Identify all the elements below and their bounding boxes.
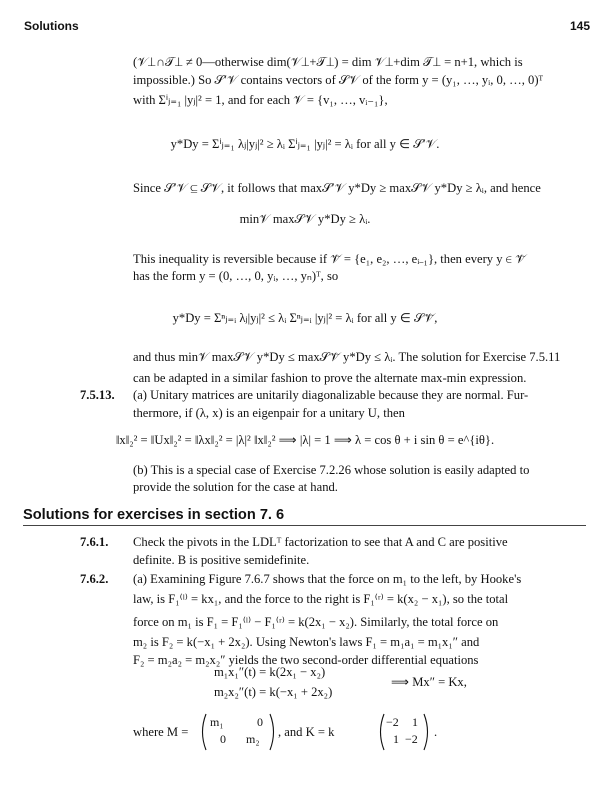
text-line: law, is F₁⁽ˡ⁾ = kx₁, and the force to the right is F₁⁽ʳ⁾ = k(x₂ − x₁), so the total [133, 592, 509, 606]
text-line: force on m₁ is F₁ = F₁⁽ˡ⁾ − F₁⁽ʳ⁾ = k(2x₁ − x₂). Similarly, the total force on [133, 615, 499, 629]
running-head-title: Solutions [24, 19, 79, 33]
ode-line: m₂x₂″(t) = k(−x₁ + 2x₂) [214, 685, 333, 699]
text-line: (a) Unitary matrices are unitarily diagonalizable because they are normal. Fur- [133, 388, 529, 402]
text-line: . [434, 725, 438, 739]
matrix-entry: −2 [405, 732, 418, 746]
left-paren [203, 714, 207, 750]
text-line: (𝒱⊥∩𝒯⊥ ≠ 0—otherwise dim(𝒱⊥+𝒯⊥) = dim 𝒱⊥+dim 𝒯⊥ = n+1, which is [133, 55, 523, 69]
text-line: where M = [133, 725, 189, 739]
matrix-entry: −2 [386, 715, 399, 729]
text-line: m₂ is F₂ = k(−x₁ + 2x₂). Using Newton's laws F₁ = m₁a₁ = m₁x₁″ and [133, 635, 480, 649]
matrix-entry: 0 [257, 715, 263, 729]
implication: ⟹ Mx″ = Kx, [391, 675, 467, 689]
exercise-label: 7.5.13. [80, 388, 115, 402]
page-number: 145 [569, 19, 590, 33]
matrix-entry: 1 [412, 715, 418, 729]
text-line: provide the solution for the case at hand. [133, 480, 338, 494]
right-paren [424, 714, 428, 750]
matrix-k [376, 712, 432, 752]
display-equation: y*Dy = Σⁿⱼ₌ᵢ λⱼ|yⱼ|² ≤ λᵢ Σⁿⱼ₌ᵢ |yⱼ|² = λᵢ for all y ∈ 𝒮𝒱̃, [172, 311, 438, 325]
ode-line: m₁x₁″(t) = k(2x₁ − x₂) [214, 665, 326, 679]
text-line: impossible.) So 𝒮′𝒱 contains vectors of 𝒮𝒱 of the form y = (y₁, …, yᵢ, 0, …, 0)ᵀ [133, 73, 544, 87]
display-equation: y*Dy = Σⁱⱼ₌₁ λⱼ|yⱼ|² ≥ λᵢ Σⁱⱼ₌₁ |yⱼ|² = λᵢ for all y ∈ 𝒮′𝒱. [170, 137, 440, 151]
right-paren [270, 714, 274, 750]
text-line: Since 𝒮′𝒱 ⊆ 𝒮𝒱, it follows that max𝒮′𝒱 y*Dy ≥ max𝒮𝒱 y*Dy ≥ λᵢ, and hence [133, 181, 541, 195]
display-equation: min𝒱 max𝒮𝒱 y*Dy ≥ λᵢ. [239, 212, 371, 226]
text-line: , and K = k [278, 725, 335, 739]
text-line: can be adapted in a similar fashion to prove the alternate max-min expression. [133, 371, 527, 385]
text-line: has the form y = (0, …, 0, yᵢ, …, yₙ)ᵀ, so [133, 269, 339, 283]
exercise-label: 7.6.1. [80, 535, 109, 549]
text-line: This inequality is reversible because if 𝒱̃ = {e₁, e₂, …, eᵢ₋₁}, then every y ∈ 𝒱̃ [133, 252, 526, 266]
matrix-entry: 0 [220, 732, 226, 746]
display-equation: ‖x‖₂² = ‖Ux‖₂² = ‖λx‖₂² = |λ|² ‖x‖₂² ⟹ |λ| = 1 ⟹ λ = cos θ + i sin θ = e^{iθ}. [115, 433, 495, 447]
matrix-entry: 1 [393, 732, 399, 746]
text-line: Check the pivots in the LDLᵀ factorization to see that A and C are positive [133, 535, 508, 549]
section-heading: Solutions for exercises in section 7. 6 [23, 507, 285, 523]
text-line: thermore, if (λ, x) is an eigenpair for a unitary U, then [133, 406, 405, 420]
text-line: F₂ = m₂a₂ = m₂x₂″ yields the two second-order differential equations [133, 653, 479, 667]
matrix-entry: m₁ [210, 715, 224, 729]
left-paren [381, 714, 385, 750]
text-line: (a) Examining Figure 7.6.7 shows that the force on m₁ to the left, by Hooke's [133, 572, 522, 586]
exercise-label: 7.6.2. [80, 572, 109, 586]
text-line: with Σⁱⱼ₌₁ |yⱼ|² = 1, and for each 𝒱 = {v₁, …, vᵢ₋₁}, [133, 93, 388, 107]
text-line: definite. B is positive semidefinite. [133, 553, 310, 567]
matrix-entry: m₂ [246, 732, 260, 746]
text-line: and thus min𝒱 max𝒮𝒱 y*Dy ≤ max𝒮𝒱̃ y*Dy ≤ λᵢ. The solution for Exercise 7.5.11 [133, 350, 561, 364]
text-line: (b) This is a special case of Exercise 7.2.26 whose solution is easily adapted to [133, 463, 530, 477]
heading-rule [23, 525, 586, 526]
